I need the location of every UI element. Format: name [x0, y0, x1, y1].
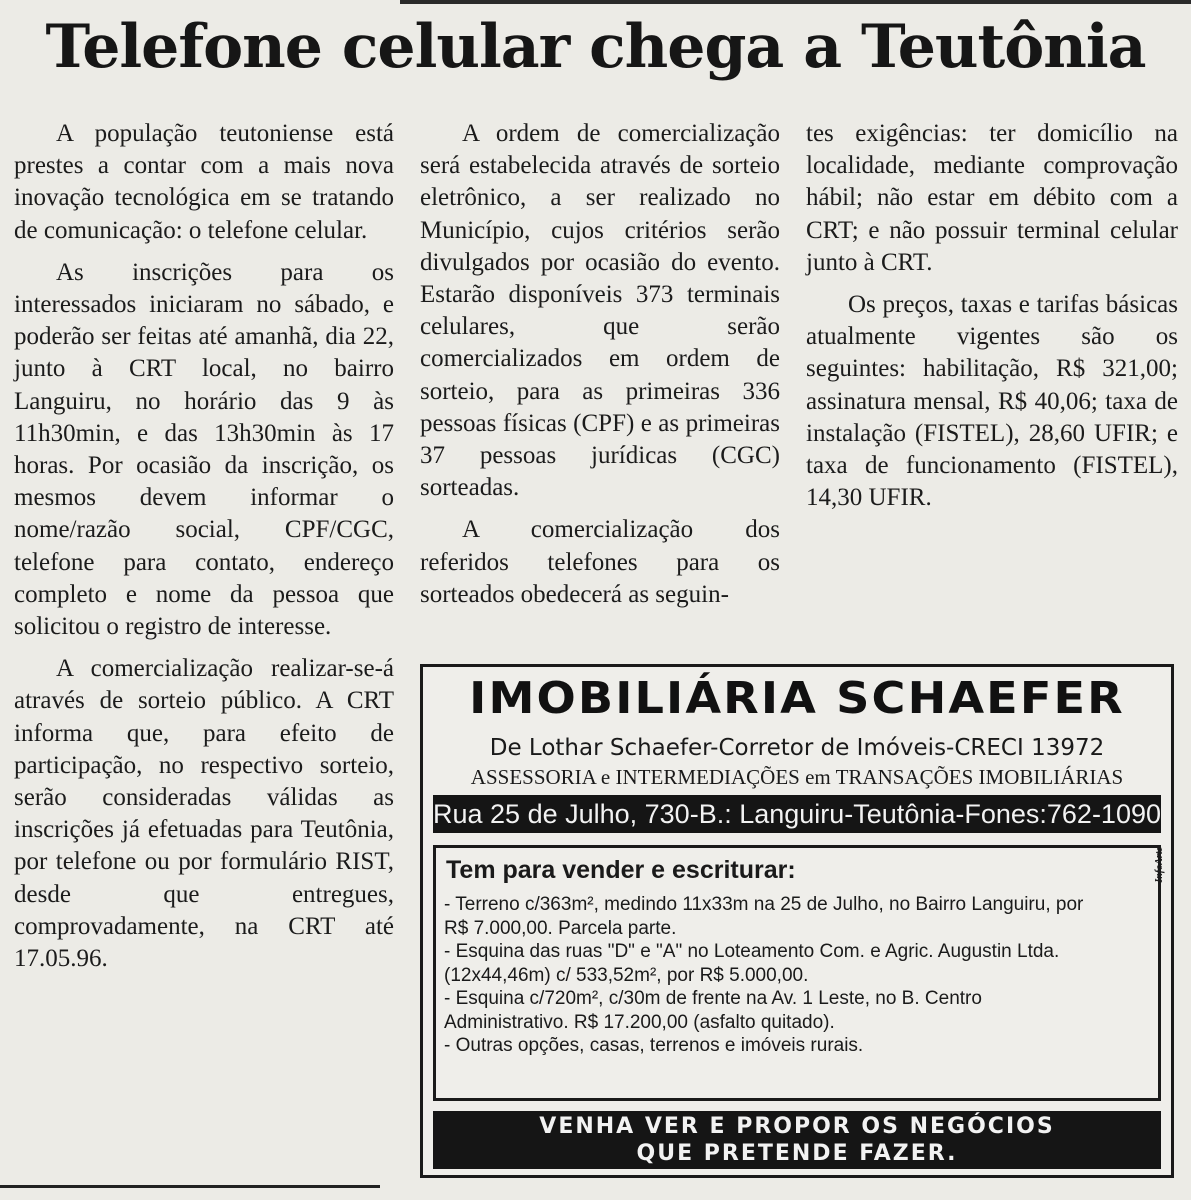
paragraph: A população teutoniense está prestes a contar com a mais nova inovação tecnológica em se tratando de comunicação: o telefone celular. [14, 120, 394, 244]
list-item: - Outras opções, casas, terrenos e imóveis rurais. [444, 1035, 864, 1056]
paragraph: A ordem de comercialização será estabelecida através de sorteio eletrônico, a ser realizado no Município, cujos critérios serão divulgados por ocasião do evento. Estarão disponíveis 373 terminais celulares, que serão comercializados em ordem de sorteio, para as primeiras 336 pessoas físicas (CPF) e as primeiras 37 pessoas jurídicas (CGC) sorteadas. [420, 120, 780, 502]
ad-services-line: ASSESSORIA e INTERMEDIAÇÕES em TRANSAÇÕES IMOBILIÁRIAS [470, 765, 1124, 789]
ad-listings [444, 893, 1150, 1058]
bottom-rule [0, 1185, 380, 1188]
article-column-2 [420, 118, 780, 621]
ad-listings-box [433, 845, 1161, 1101]
paragraph: A comercialização dos referidos telefones para os sorteados obedecerá as seguin- [420, 516, 780, 608]
list-item: - Terreno c/363m², medindo 11x33m na 25 de Julho, no Bairro Languiru, por R$ 7.000,00. Parcela parte. [444, 894, 1084, 939]
article-column-1 [14, 118, 394, 985]
paragraph: Os preços, taxas e tarifas básicas atualmente vigentes são os seguintes: habilitação, R$ 321,00; assinatura mensal, R$ 40,06; taxa de instalação (FISTEL), 28,60 UFIR; e taxa de funcionamento (FISTEL), 14,30 UFIR. [806, 291, 1178, 512]
ad-footer-line: QUE PRETENDE FAZER. [636, 1141, 958, 1166]
ad-footer-line: VENHA VER E PROPOR OS NEGÓCIOS [539, 1114, 1055, 1139]
ad-listings-title: Tem para vender e escriturar: [446, 856, 796, 884]
paragraph: A comercialização realizar-se-á através de sorteio público. A CRT informa que, para efeito de participação, no respectivo sorteio, serão consideradas válidas as inscrições já efetuadas para Teutônia, por telefone ou por formulário RIST, desde que entregues, comprovadamente, na CRT até 17.05.96. [14, 655, 394, 973]
list-item: - Esquina c/720m², c/30m de frente na Av. 1 Leste, no B. Centro Administrativo. R$ 17.200,00 (asfalto quitado). [444, 988, 982, 1033]
article-headline: Telefone celular chega a Teutônia [45, 12, 1146, 82]
ad-footer-bar [433, 1111, 1161, 1169]
ad-company-name: IMOBILIÁRIA SCHAEFER [469, 673, 1125, 724]
paragraph: As inscrições para os interessados iniciaram no sábado, e poderão ser feitas até amanhã, dia 22, junto à CRT local, no bairro Languiru, no horário das 9 às 11h30min, e das 13h30min às 17 horas. Por ocasião da inscrição, os mesmos devem informar o nome/razão social, CPF/CGC, telefone para contato, endereço completo e nome da pessoa que solicitou o registro de interesse. [14, 258, 394, 641]
ad-credit: InfoArte [1154, 847, 1165, 883]
ad-address-bar: Rua 25 de Julho, 730-B.: Languiru-Teutônia-Fones:762-1090 [433, 795, 1161, 833]
real-estate-advertisement [420, 664, 1174, 1178]
ad-owner-line: De Lothar Schaefer-Corretor de Imóveis-CRECI 13972 [489, 735, 1105, 761]
top-rule [400, 0, 1191, 4]
list-item: - Esquina das ruas "D" e "A" no Loteamento Com. e Agric. Augustin Ltda. (12x44,46m) c/ 533,52m², por R$ 5.000,00. [444, 941, 1060, 986]
paragraph: tes exigências: ter domicílio na localidade, mediante comprovação hábil; não estar em débito com a CRT; e não possuir terminal celular junto à CRT. [806, 120, 1178, 276]
article-column-3 [806, 118, 1178, 524]
